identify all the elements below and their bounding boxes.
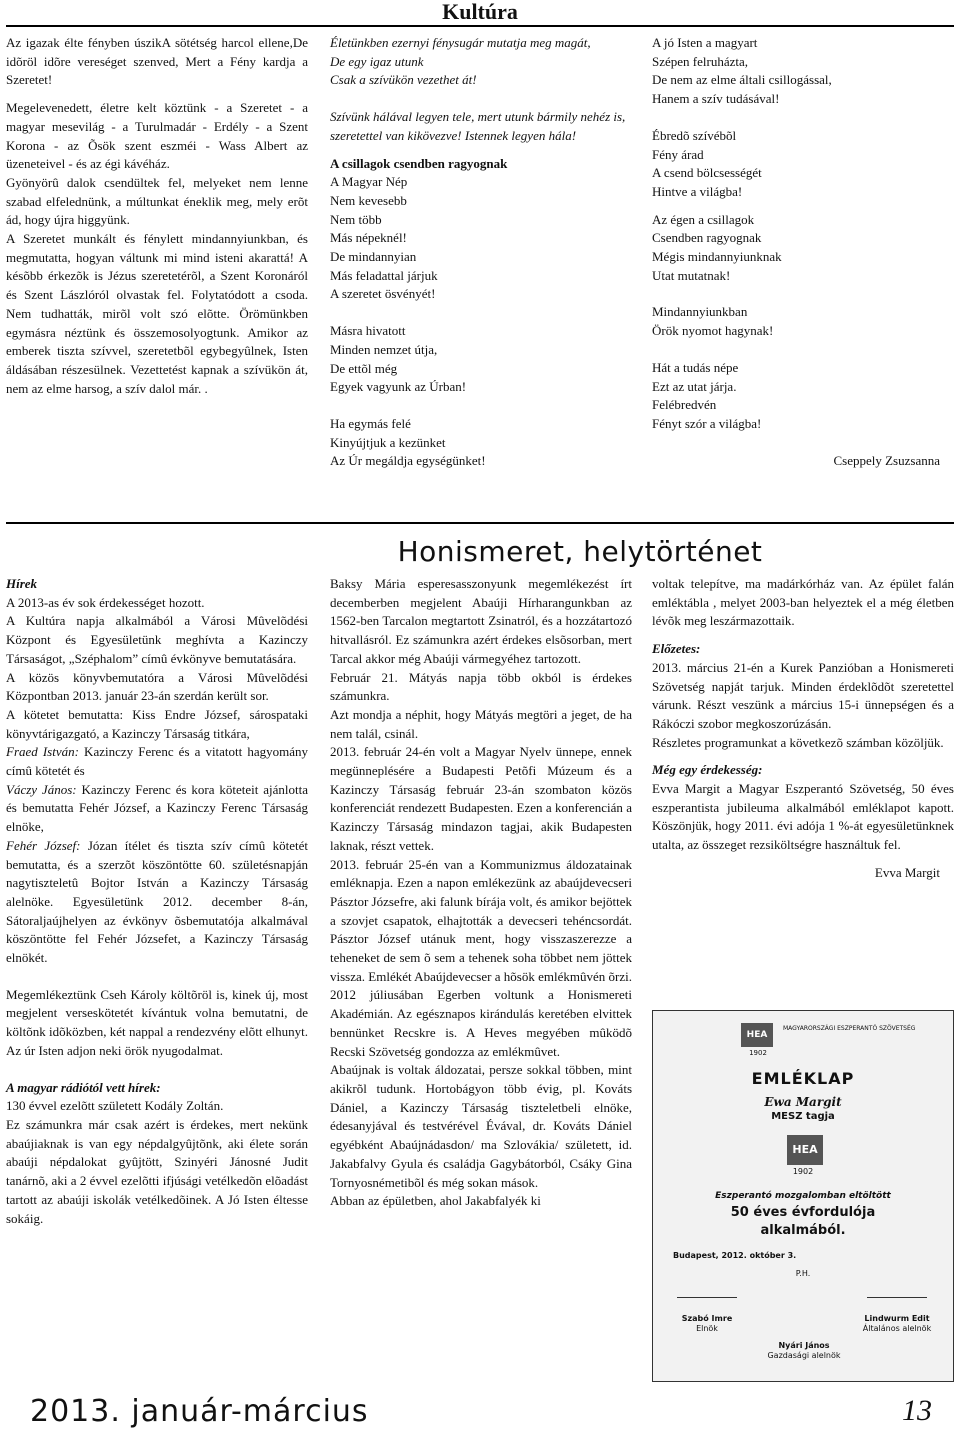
book-author: Váczy János: [6,781,77,797]
signer-name: Szabó Imre [681,1314,733,1323]
book-author: Fraed István: [6,744,79,760]
line: Egyek vagyunk az Úrban! [330,379,467,395]
paragraph: 2013. február 25-én van a Kommunizmus áldozatainak emléknapja. Ezen a napon emlékezünk az abaújdevecseri Pásztor Józsefre, aki falunk bírája volt, és amikor bejöttek a szovjet csapatok, elhajtották a devecseri tehéncsordát. Pásztor József utánuk ment, hogy visszaszerezze a teheneket de sem õ sem a tehenek soha többet nem jöttek vissza. Emlékét Abaújdevecser a hõsök emlékmûvén õrzi. 2012 júliusában Egerben voltunk a Honismereti Akadémián. Az egésznapos kirándulás keretében elvittek bennünket Recskre is. A Heves megyében mûködõ Recski Szövetség gondozza az emlékmûvet. [330,856,632,1059]
radio-news-title: A magyar rádiótól vett hírek: [6,1079,161,1095]
section-header: Kultúra [442,0,518,24]
line: Más feladattal járjuk [330,267,438,283]
paragraph: 2013. február 24-én volt a Magyar Nyelv ünnepe, ennek megünneplésére a Budapesti Petõfi Múzeum és a Kazinczy Társaság február 23-án szombaton közös konferenciát rendezett Budapesten. Ezen a konferencián a Kazinczy Társaság mindazon tagjai, akik Budapesten laknak, részt vettek. [330,744,632,853]
signer-name: Nyári János [778,1341,830,1350]
line: De egy igaz utunk [330,53,424,69]
line: Mindannyiunkban [652,304,748,320]
paragraph: A Kultúra napja alkalmából a Városi Mûvelõdési Központ és Egyesületünk meghívta a Kazinczy Társaságot, „Széphalom” címû évkönyve bemutatására. [6,613,308,666]
logo-year: 1902 [792,1167,814,1176]
signer-role: Általános alelnök [862,1324,932,1333]
book-author: Fehér József: [6,837,81,853]
paragraph [6,837,308,968]
paragraph: Azt mondja a néphit, hogy Mátyás megtöri a jeget, de ha nem talál, csinál. [330,706,632,741]
line: Mégis mindannyiunknak [652,249,782,265]
certificate-name: Ewa Margit [764,1095,842,1109]
certificate-member: MESZ tagja [771,1111,835,1122]
line: Életünkben ezernyi fénysugár mutatja meg magát, [330,35,591,50]
paragraph: A közös könyvbemutatóra a Városi Mûvelõdési Központban 2013. január 23-án szerdán került sor. [6,669,308,704]
paragraph: 2013. március 21-én a Kurek Panzióban a Honismereti Szövetség napját tarjuk. Minden érdeklõdõt szeretettel várunk. Részt veszünk a március 15-i ünnepségen és a Rákóczi szobor megkoszorúzásán. [652,659,954,731]
line: A csend bölcsességét [652,165,762,181]
paragraph: Abban az épületben, ahol Jakabfalyék ki [330,1193,541,1209]
line: De mindannyian [330,249,417,265]
paragraph: Február 21. Mátyás napja több okból is érdekes számunkra. [330,669,632,704]
certificate-line: alkalmából. [760,1223,846,1238]
signer-role: Gazdasági alelnök [767,1351,841,1360]
paragraph: Gyönyörû dalok csendültek fel, melyeket nem lenne szabad elfelednünk, a múltunkat éneklik meg, mely erõt ád, hogy újra higgyünk. [6,174,308,228]
news-column [6,575,308,1228]
book-text: Kazinczy Ferenc és a vitatott hagyomány címû kötetét és [6,744,309,779]
header-rule [6,25,954,27]
line: Hanem a szív tudásával! [652,91,780,107]
line: Csak a szívükön vezethet át! [330,72,477,88]
certificate-org: MAGYARORSZÁGI ESZPERANTÓ SZÖVETSÉG [783,1025,916,1032]
line: Fény árad [652,146,704,162]
line: Ezt az utat járja. [652,378,737,394]
line: Utat mutatnak! [652,267,731,283]
book-text: Kazinczy Ferenc és kora köteteit ajánlotta és bemutatta Fehér József, a Kazinczy Ferenc Társaság elnöke, [6,781,309,835]
paragraph [6,781,308,837]
announcements-column [652,575,954,883]
paragraph [6,743,308,780]
page-number: 13 [902,1394,932,1427]
line: Felébredvén [652,397,717,413]
paragraph: Megelevenedett, életre kelt köztünk - a Szeretet - a magyar mesevilág - a Turulmadár - Erdély - a Szent Korona - az Õsök szent eszméi - Wass Albert az üzeneteivel - és az égi kávéház. [6,100,308,172]
line: Ébredõ szívébõl [652,127,737,143]
book-text: Józan ítélet és tiszta szív címû kötetét bemutatta, és a szerzõt köszöntötte 60. születésnapján nagytiszteletû Bojtor István a Kazinczy Társaság alelnöke. Egyesületünk 2012. december 8-án, Sátoraljaújhelyen az évkönyv õsbemutatója alkalmával köszöntötte fel Fehér Józsefet, a Kazinczy Társaság elnökét. [6,837,308,966]
author: Cseppely Zsuzsanna [833,452,940,468]
certificate-line: 50 éves évfordulója [730,1205,876,1220]
signature-line [867,1297,927,1312]
signature-1 [667,1297,747,1334]
paragraph: A kötetet bemutatta: Kiss Endre József, sárospataki könyvtárigazgató, a Kazinczy Társaság titkára, [6,706,308,741]
culture-poem [330,34,635,471]
certificate-line: Eszperantó mozgalomban eltöltött [715,1191,891,1201]
hea-logo-icon: HEA [741,1023,773,1047]
hea-logo-icon: HEA [787,1135,823,1165]
signer-role: Elnök [696,1324,718,1333]
paragraph: A 2013-as év sok érdekességet hozott. [6,594,205,610]
certificate-image [652,1010,954,1382]
culture-article [6,34,308,398]
paragraph: A Szeretet munkált és fénylett mindannyiunkban, és megmutatta, hogyan váltunk mi mind isteni akarattá! A késõbb érkezõk is Jézus szeretetérõl, a Szent Koronáról és Szent Lászlóról olvastak fel. Folytatódott a csoda. Nem tudhatták, mirõl volt szó elõtte. Örömünkben egymásra néztünk és összemosolyogtunk. Amikor az emberek tiszta szívvel, szeretetbõl egybegyûlnek, Isten áldásában részesülnek. Vezettetést kapnak a szívükön át, nem az elme harsog, a szív dalol már. . [6,231,308,396]
section-title: Honismeret, helytörténet [397,535,763,568]
signature-3 [759,1341,849,1361]
line: Kinyújtjuk a kezünket [330,434,446,450]
certificate-date: Budapest, 2012. október 3. [673,1251,797,1260]
paragraph: Abaújnak is voltak áldozatai, persze sokkal többen, mint akikrõl tudunk. Hortobágyon több évig, pl. Kováts Dániel, a Kazinczy Társaság tiszteletbeli elnöke, édesanyjával és testvérével Évával, dr. Kováts Dániel egyébként Abaújnádasdon/ ma Szlovákia/ született, id. Jakabfalvy Gyula és családja Gagybátorból, Csáky Gina Tornyosnémetibõl és még sokan mások. [330,1062,632,1190]
paragraph: Részletes programunkat a következõ számban közöljük. [652,734,944,750]
paragraph: voltak telepítve, ma madárkórház van. Az épület falán emléktábla , melyet 2003-ban helyeztek el a még életben lévõk meg leszármazottaik. [652,576,954,629]
signer-name: Lindwurm Edit [864,1314,930,1323]
line: Hintve a világba! [652,183,743,199]
line: Nem kevesebb [330,192,407,208]
line: Másra hivatott [330,323,406,339]
section-rule [6,522,954,524]
line: Szépen felruházta, [652,53,749,69]
author: Evva Margit [874,864,940,880]
line: Nem több [330,211,382,227]
line: Más népeknél! [330,230,407,246]
culture-poem-continued [652,34,952,470]
certificate-ph: P.H. [795,1269,811,1278]
line: A Magyar Nép [330,174,408,190]
paragraph: Megemlékeztünk Cseh Károly költõröl is, kinek új, most megjelent verseskötetét kívántuk volna bemutatni, de költõnk idõközben, két nappal a rendezvény elõtt elhunyt. Az úr Isten adjon neki örök nyugodalmat. [6,986,308,1058]
certificate-title: EMLÉKLAP [751,1069,855,1088]
line: A szeretet ösvényét! [330,286,436,302]
curiosity-title: Még egy érdekesség: [652,762,763,778]
line: De ettõl még [330,360,398,376]
logo-year: 1902 [749,1049,767,1057]
paragraph: Az igazak élte fényben úszikA sötétség harcol ellene,De idõröl idõre vereséget szenved, Mert a Fény kardja a Szeretet! [6,35,308,88]
paragraph: Evva Margit a Magyar Eszperantó Szövetség, 50 éves eszperantista jubileuma alkalmából emléklapot kapott. Köszönjük, hogy 2011. évi adója 1 %-át egyesületünknek utalta, az összeget rezsiköltségre használtuk fel. [652,781,954,853]
local-history-column [330,575,632,1211]
line: Csendben ragyognak [652,230,762,246]
line: De nem az elme általi csillogással, [652,72,832,88]
line: Ha egymás felé [330,415,411,431]
line: Az Úr megáldja egységünket! [330,453,486,469]
issue-date: 2013. január-március [30,1394,369,1429]
line: Az égen a csillagok [652,211,755,227]
signature-line [677,1297,737,1312]
paragraph: 130 évvel ezelõtt született Kodály Zoltán. [6,1098,224,1114]
poem-title: A csillagok csendben ragyognak [330,155,508,171]
paragraph: Ez számunkra már csak azért is érdekes, mert nekünk abaújiaknak is van egy népdalgyûjtõnk, aki élete során abaúji népdalokat gyûjtött, Szinyéri Jánosné Judit tanárnõ, aki a 2 évvel ezelõtti ifjúsági vetélkedõn elõadást tartott az abaúji iskolák vetélkedõinek. A Jó Isten éltesse sokáig. [6,1116,308,1226]
line: Minden nemzet útja, [330,341,438,357]
paragraph: Szívünk hálával legyen tele, mert utunk bármily nehéz is, szeretettel van kikövezve! Istennek legyen hála! [330,109,626,143]
line: Hát a tudás népe [652,359,739,375]
signature-2 [849,1297,945,1334]
news-title: Hírek [6,576,38,591]
preview-title: Előzetes: [652,641,701,657]
line: Fényt szór a világba! [652,415,762,431]
line: Örök nyomot hagynak! [652,323,774,339]
paragraph: Baksy Mária esperesasszonyunk megemlékezést írt decemberben megjelent Abaúji Hírharangunkban az 1562-ben Tarcalon megtartott Zsinatról, és a hozzátartozó hitvallásról. Ez számunkra azért érdekes elsõsorban, mert Tarcal akkor még Abaúji vármegyéhez tartozott. [330,576,632,666]
line: A jó Isten a magyart [652,35,758,50]
